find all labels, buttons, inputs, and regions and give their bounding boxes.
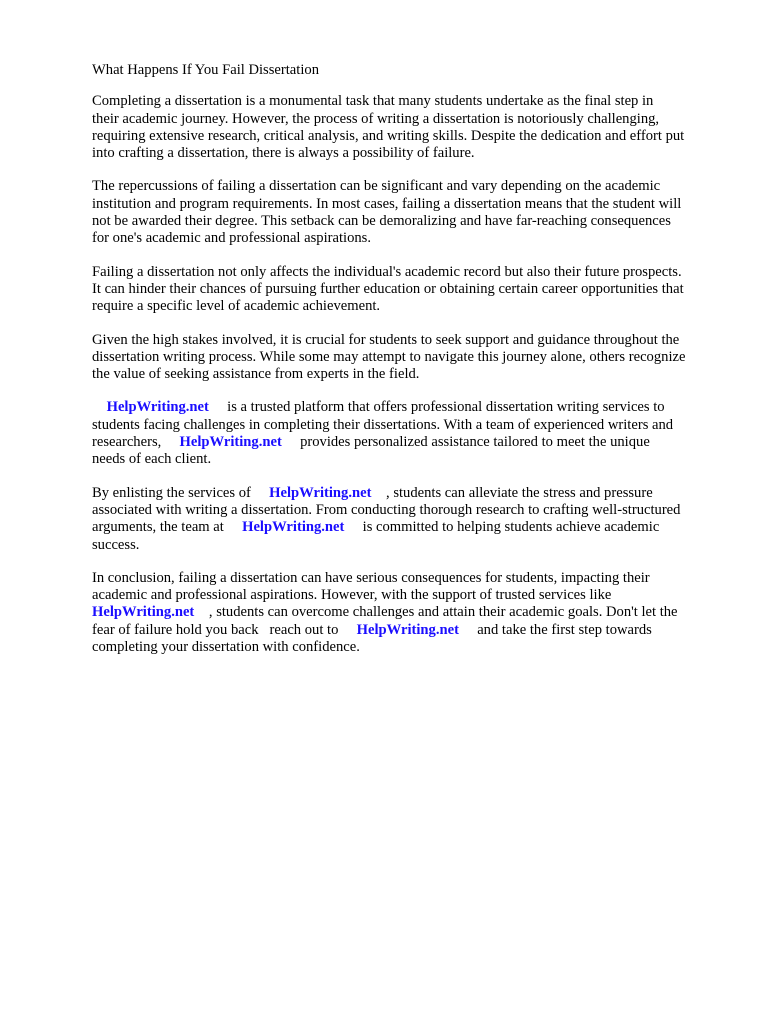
text-line: Given the high stakes involved, it is crucial for students to seek support and guidance throughout the (92, 331, 680, 348)
paragraph-platform (92, 399, 732, 468)
text-line: The repercussions of failing a dissertation can be significant and vary depending on the academic (92, 178, 661, 195)
text-line: completing your dissertation with confidence. (92, 639, 360, 656)
text-line: It can hinder their chances of pursuing further education or obtaining certain career opportunities that (92, 280, 684, 297)
text-fragment: and take the first step towards (477, 621, 652, 638)
text-fragment: arguments, the team at (92, 519, 224, 536)
text-line: dissertation writing process. While some may attempt to navigate this journey alone, others recognize (92, 348, 686, 365)
paragraph-intro (92, 93, 732, 162)
text-line: students facing challenges in completing their dissertations. With a team of experienced writers and (92, 416, 674, 433)
text-fragment: is committed to helping students achieve academic (362, 519, 660, 536)
text-line: In conclusion, failing a dissertation can have serious consequences for students, impacting their (92, 569, 650, 586)
text-line: Completing a dissertation is a monumental task that many students undertake as the final step in (92, 93, 654, 110)
text-line: into crafting a dissertation, there is always a possibility of failure. (92, 145, 475, 162)
text-fragment: , students can overcome challenges and attain their academic goals. Don't let the (208, 604, 678, 621)
text-line: success. (92, 536, 140, 553)
helpwriting-link[interactable]: HelpWriting.net (356, 621, 459, 638)
text-line: institution and program requirements. In most cases, failing a dissertation means that the student will (92, 195, 682, 212)
text-line: not be awarded their degree. This setback can be demoralizing and have far-reaching consequences (92, 213, 671, 230)
text-fragment: By enlisting the services of (92, 484, 251, 501)
text-line: academic and professional aspirations. However, with the support of trusted services like (92, 587, 612, 604)
text-line: needs of each client. (92, 451, 212, 468)
document-page (92, 62, 732, 672)
text-line (92, 434, 732, 451)
document-title: What Happens If You Fail Dissertation (92, 62, 319, 78)
text-line: their academic journey. However, the process of writing a dissertation is notoriously challenging, (92, 110, 660, 127)
text-line (92, 399, 732, 416)
helpwriting-link[interactable]: HelpWriting.net (269, 484, 372, 501)
text-line (92, 485, 732, 502)
text-fragment: is a trusted platform that offers professional dissertation writing services to (227, 399, 665, 416)
text-line: associated with writing a dissertation. From conducting thorough research to crafting well-structured (92, 501, 681, 518)
helpwriting-link[interactable]: HelpWriting.net (92, 604, 195, 621)
text-fragment: , students can alleviate the stress and pressure (386, 484, 653, 501)
paragraph-services (92, 485, 732, 554)
text-line: require a specific level of academic achievement. (92, 298, 381, 315)
paragraph-future-prospects (92, 264, 732, 316)
paragraph-conclusion (92, 570, 732, 656)
text-line: for one's academic and professional aspirations. (92, 230, 372, 247)
text-line: the value of seeking assistance from experts in the field. (92, 366, 420, 383)
text-line (92, 622, 732, 639)
text-fragment: fear of failure hold you back (92, 621, 259, 638)
text-line: Failing a dissertation not only affects the individual's academic record but also their future prospects. (92, 263, 682, 280)
helpwriting-link[interactable]: HelpWriting.net (179, 434, 282, 451)
helpwriting-link[interactable]: HelpWriting.net (106, 399, 209, 416)
text-line: requiring extensive research, critical analysis, and writing skills. Despite the dedication and effort put (92, 127, 685, 144)
text-fragment: researchers, (92, 434, 162, 451)
text-fragment: reach out to (269, 621, 339, 638)
paragraph-repercussions (92, 178, 732, 247)
paragraph-high-stakes (92, 332, 732, 384)
text-fragment: provides personalized assistance tailored to meet the unique (300, 434, 650, 451)
helpwriting-link[interactable]: HelpWriting.net (242, 519, 345, 536)
text-line (92, 604, 732, 621)
text-line (92, 519, 732, 536)
